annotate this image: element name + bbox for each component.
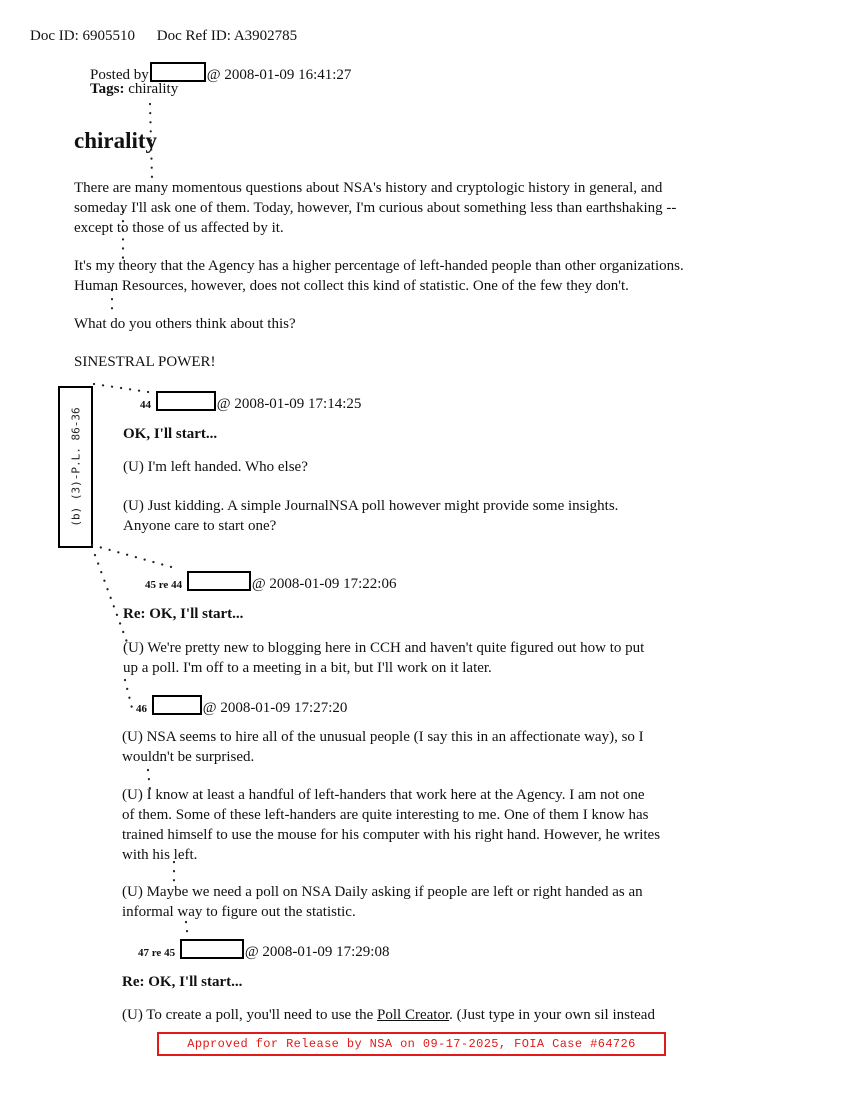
comment-45-title: Re: OK, I'll start... [123, 606, 244, 622]
comment-number: 46 [136, 703, 147, 715]
comment-44-paragraph-1: (U) I'm left handed. Who else? [123, 459, 308, 475]
comment-47-title: Re: OK, I'll start... [122, 974, 243, 990]
comment-timestamp: @ 2008-01-09 17:29:08 [244, 944, 390, 960]
comment-number: 45 re 44 [145, 579, 183, 591]
comment-45-header [145, 571, 396, 593]
comment-number: 47 re 45 [138, 947, 176, 959]
redaction-box [187, 571, 251, 591]
redaction-box [156, 391, 216, 411]
comment-timestamp: @ 2008-01-09 17:14:25 [216, 396, 362, 412]
comment-44-title: OK, I'll start... [123, 426, 218, 442]
post-paragraph-3: What do you others think about this? [74, 316, 296, 332]
post-timestamp: @ 2008-01-09 16:41:27 [206, 67, 352, 83]
redaction-box [180, 939, 244, 959]
comment-46-header [136, 695, 347, 717]
comment-45-paragraph-1: (U) We're pretty new to blogging here in CCH and haven't quite figured out how to put up a poll. I'm off to a meeting in a bit, but I'll work on it later. [123, 640, 645, 676]
post-paragraph-2: It's my theory that the Agency has a higher percentage of left-handed people than other organizations. Human Resources, however, does not collect this kind of statistic. One of the few they don't. [74, 258, 684, 294]
comment-46-paragraph-1: (U) NSA seems to hire all of the unusual people (I say this in an affectionate way), so I wouldn't be surprised. [122, 729, 644, 765]
post-paragraph-4: SINESTRAL POWER! [74, 354, 216, 370]
comment-46-paragraph-2: (U) I know at least a handful of left-handers that work here at the Agency. I am not one of them. Some of these left-handers are quite interesting to me. One of them I know has trained himself to use the mouse for his computer with his right hand. However, he writes with his left. [122, 787, 661, 863]
page-title: chirality [74, 128, 158, 153]
comment-47-paragraph-1: (U) To create a poll, you'll need to use the Poll Creator. (Just type in your own sil instead [122, 1007, 655, 1023]
posted-by-label: Posted by [90, 67, 149, 83]
doc-id: Doc ID: 6905510 [30, 28, 135, 44]
exemption-label: (b) (3)-P.L. 86-36 [69, 407, 82, 527]
comment-47-header [138, 939, 389, 961]
redaction-box [152, 695, 202, 715]
comment-timestamp: @ 2008-01-09 17:27:20 [202, 700, 348, 716]
comment-46-paragraph-3: (U) Maybe we need a poll on NSA Daily asking if people are left or right handed as an informal way to figure out the statistic. [122, 884, 643, 920]
comment-44-paragraph-2: (U) Just kidding. A simple JournalNSA poll however might provide some insights. Anyone care to start one? [123, 498, 619, 534]
release-stamp: Approved for Release by NSA on 09-17-2025, FOIA Case #64726 [157, 1032, 666, 1056]
poll-creator-link[interactable]: Poll Creator [377, 1007, 450, 1023]
comment-timestamp: @ 2008-01-09 17:22:06 [251, 576, 397, 592]
tags-label: Tags: [90, 81, 125, 97]
comment-44-header [140, 391, 361, 413]
comment-number: 44 [140, 399, 151, 411]
tags-value: chirality [128, 81, 179, 97]
post-paragraph-1: There are many momentous questions about NSA's history and cryptologic history in general, and someday I'll ask one of them. Today, however, I'm curious about something less than earthshaking -- except to those of us affected by it. [74, 180, 677, 236]
doc-ref-id: Doc Ref ID: A3902785 [156, 28, 298, 44]
